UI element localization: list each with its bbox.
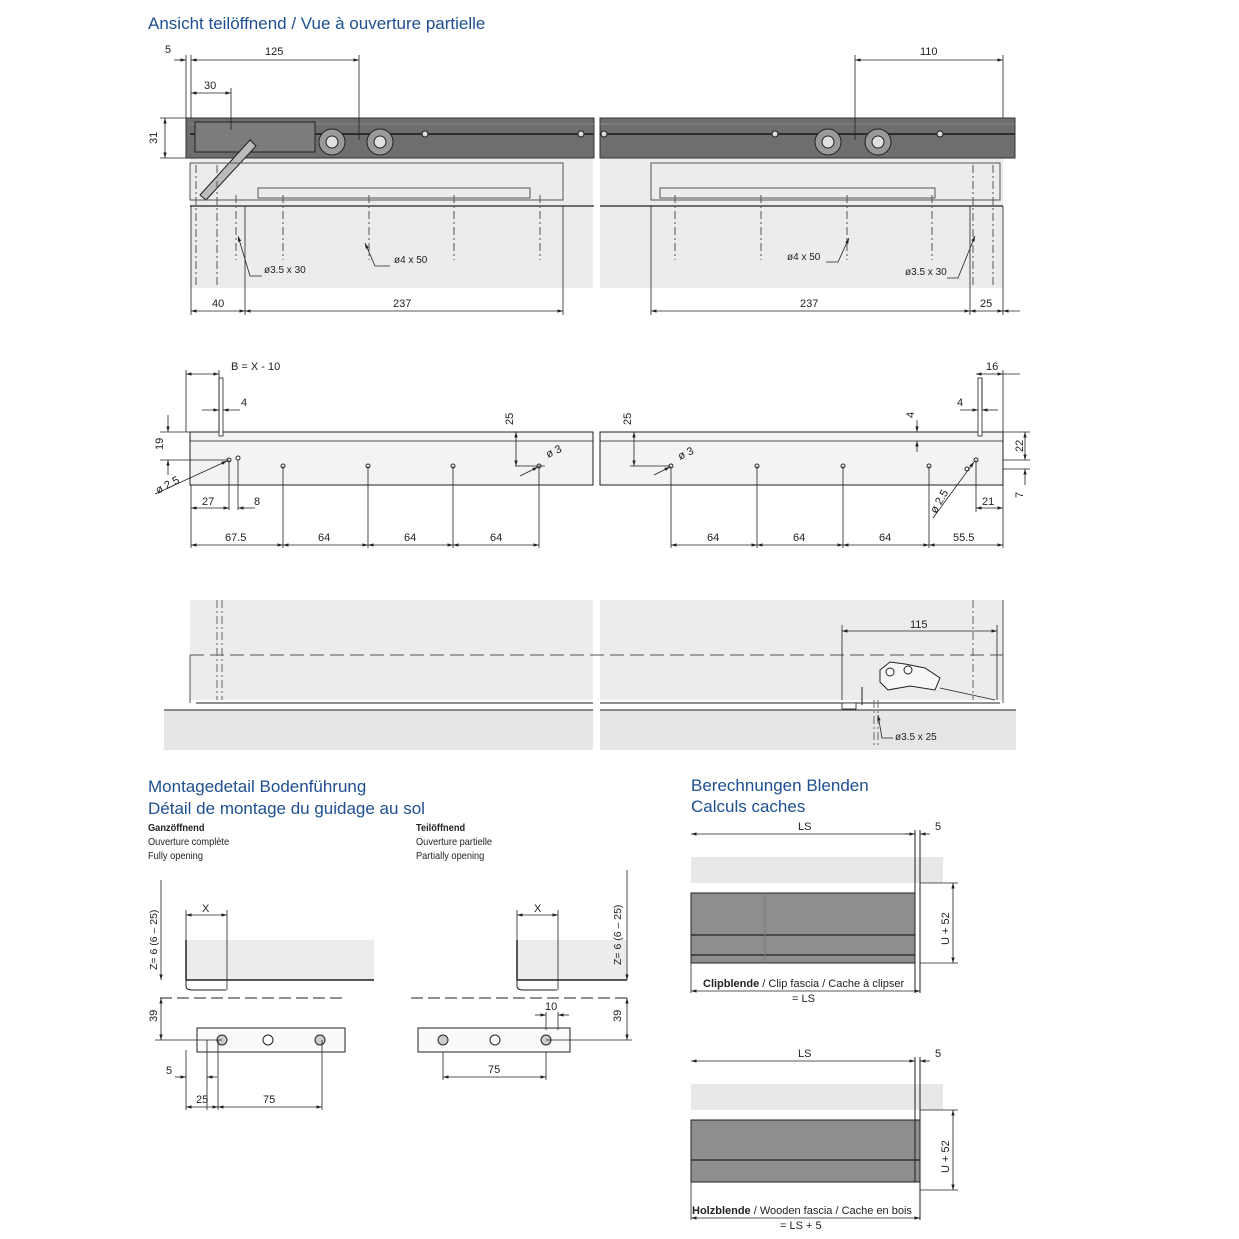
dim-55-5: 55.5: [953, 532, 975, 544]
dim-phi25-right: ø 2.5: [928, 487, 952, 516]
dim-67-5: 67.5: [225, 532, 247, 544]
clip-top-band: [691, 857, 943, 883]
floor-guide-detail: [148, 870, 632, 1110]
calc-ls-top: LS: [798, 821, 812, 833]
dim-5: 5: [165, 44, 172, 56]
dim-21: 21: [982, 496, 995, 508]
dim-25-floor: 25: [196, 1094, 209, 1106]
calc-ls-bottom: LS: [798, 1048, 812, 1060]
dim-40: 40: [212, 298, 225, 310]
dim-z-left: Z= 6 (6 – 25): [148, 909, 160, 970]
partial-opening-fr: Ouverture partielle: [416, 836, 493, 848]
top-view: [148, 44, 1020, 315]
dim-30: 30: [204, 80, 217, 92]
clip-fascia-caption: [703, 978, 904, 990]
fascia-calc-title-fr: Calculs caches: [691, 797, 806, 816]
wood-fascia-bold: Holzblende: [692, 1205, 751, 1217]
dim-8: 8: [254, 496, 261, 508]
calc-5-bottom: 5: [935, 1048, 942, 1060]
wood-fascia-eq: = LS + 5: [780, 1220, 822, 1232]
door-lower-right: [600, 600, 1003, 700]
door-full: [186, 940, 374, 980]
dim-125: 125: [265, 46, 284, 58]
dim-10: 10: [545, 1001, 558, 1013]
full-opening-en: Fully opening: [148, 850, 203, 862]
full-opening-de: Ganzöffnend: [148, 822, 205, 834]
dim-39-right: 39: [612, 1009, 624, 1022]
dim-x-right: X: [534, 903, 542, 915]
clip-fascia: [691, 893, 915, 963]
dim-phi3-right: ø 3: [676, 445, 696, 463]
partial-opening-en: Partially opening: [416, 850, 485, 862]
floor-right: [600, 710, 1016, 750]
dim-phi25-left: ø 2.5: [153, 474, 182, 497]
screw-right-small: ø3.5 x 30: [905, 267, 947, 278]
view-title: Ansicht teilöffnend / Vue à ouverture partielle: [148, 14, 486, 33]
dim-237-right: 237: [800, 298, 819, 310]
screw-right-big: ø4 x 50: [787, 252, 821, 263]
dim-x-left: X: [202, 903, 210, 915]
wood-fascia-rest: / Wooden fascia / Cache en bois: [750, 1205, 912, 1217]
dim-64-d: 64: [707, 532, 720, 544]
floor-screw: ø3.5 x 25: [895, 732, 937, 743]
dim-39-left: 39: [148, 1009, 160, 1022]
dim-110: 110: [920, 46, 938, 58]
calc-5-top: 5: [935, 821, 942, 833]
calc-u52-bottom: U + 52: [940, 1140, 952, 1173]
partial-opening-de: Teilöffnend: [416, 822, 466, 834]
dim-4-left: 4: [241, 397, 248, 409]
floor-guide-title-fr: Détail de montage du guidage au sol: [148, 799, 425, 818]
dim-22: 22: [1014, 439, 1026, 452]
clip-fascia-bold: Clipblende: [703, 978, 760, 990]
dim-7: 7: [1014, 491, 1026, 498]
dim-31: 31: [148, 131, 160, 144]
wood-top-band: [691, 1084, 943, 1110]
fascia-calc: [691, 821, 958, 1232]
dim-64-a: 64: [318, 532, 331, 544]
dim-25-left: 25: [504, 412, 516, 425]
dim-64-c: 64: [490, 532, 503, 544]
dim-16: 16: [986, 361, 999, 373]
dim-z-right: Z= 6 (6 – 25): [612, 904, 624, 965]
floor-guide-title-de: Montagedetail Bodenführung: [148, 777, 367, 796]
floor-left: [164, 710, 593, 750]
dim-75-left: 75: [263, 1094, 276, 1106]
door-partial: [517, 940, 627, 980]
panel-strip-left: [190, 432, 593, 485]
dim-27: 27: [202, 496, 215, 508]
dim-75-right: 75: [488, 1064, 501, 1076]
panel-strip-right: [600, 432, 1003, 485]
dim-4-mid: 4: [905, 411, 917, 418]
fascia-calc-title-de: Berechnungen Blenden: [691, 776, 869, 795]
dim-237-left: 237: [393, 298, 412, 310]
dim-phi3-left: ø 3: [544, 443, 564, 461]
dim-5-floor: 5: [166, 1065, 173, 1077]
door-lower-left: [190, 600, 593, 700]
dim-64-f: 64: [879, 532, 892, 544]
screw-left-small: ø3.5 x 30: [264, 265, 306, 276]
calc-u52-top: U + 52: [940, 912, 952, 945]
full-opening-fr: Ouverture complète: [148, 836, 230, 848]
door-panel-left: [190, 158, 593, 288]
clip-fascia-eq: = LS: [792, 993, 815, 1005]
wood-fascia: [691, 1120, 920, 1182]
dim-115: 115: [910, 619, 928, 631]
dim-19: 19: [154, 437, 166, 450]
screw-left-big: ø4 x 50: [394, 255, 428, 266]
floor-view: [164, 600, 1016, 750]
dim-4-right: 4: [957, 397, 964, 409]
drilling-plan: [154, 361, 1030, 548]
wood-fascia-caption: [692, 1205, 912, 1217]
clip-fascia-rest: / Clip fascia / Cache à clipser: [759, 978, 905, 990]
dim-25: 25: [980, 298, 993, 310]
dim-64-e: 64: [793, 532, 806, 544]
dim-b-formula: B = X - 10: [231, 361, 281, 373]
dim-25-right: 25: [622, 412, 634, 425]
dim-64-b: 64: [404, 532, 417, 544]
